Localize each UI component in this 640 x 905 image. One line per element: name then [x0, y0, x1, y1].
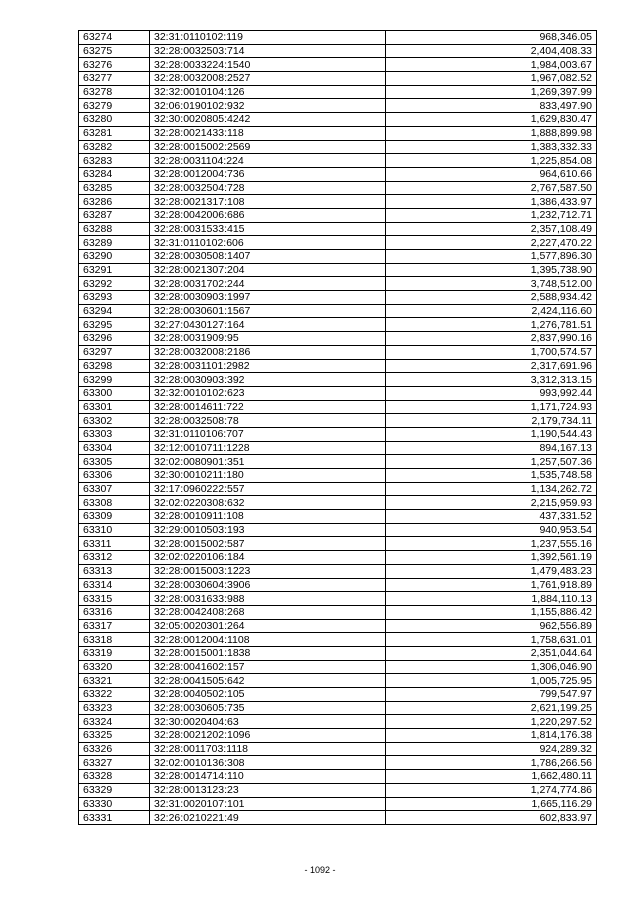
table-row — [79, 605, 597, 619]
table-row — [79, 304, 597, 318]
table-row — [79, 797, 597, 811]
value-cell: 1,392,561.19 — [386, 551, 597, 565]
value-cell: 2,767,587.50 — [386, 181, 597, 195]
value-cell: 1,220,297.52 — [386, 715, 597, 729]
value-cell: 2,837,990.16 — [386, 332, 597, 346]
table-row — [79, 359, 597, 373]
value-cell: 602,833.97 — [386, 811, 597, 825]
value-cell: 1,758,631.01 — [386, 633, 597, 647]
cadastral-number-cell: 32:28:0015001:1838 — [150, 646, 386, 660]
value-cell: 1,005,725.95 — [386, 674, 597, 688]
cadastral-number-cell: 32:28:0011703:1118 — [150, 742, 386, 756]
row-number-cell: 63329 — [79, 783, 150, 797]
row-number-cell: 63315 — [79, 592, 150, 606]
value-cell: 1,479,483.23 — [386, 564, 597, 578]
table-row — [79, 688, 597, 702]
table-row — [79, 729, 597, 743]
cadastral-number-cell: 32:28:0041602:157 — [150, 660, 386, 674]
row-number-cell: 63301 — [79, 400, 150, 414]
cadastral-number-cell: 32:02:0010136:308 — [150, 756, 386, 770]
value-cell: 1,274,774.86 — [386, 783, 597, 797]
value-cell: 1,395,738.90 — [386, 263, 597, 277]
cadastral-number-cell: 32:28:0030601:1567 — [150, 304, 386, 318]
row-number-cell: 63328 — [79, 770, 150, 784]
cadastral-number-cell: 32:28:0030903:1997 — [150, 291, 386, 305]
row-number-cell: 63293 — [79, 291, 150, 305]
row-number-cell: 63281 — [79, 126, 150, 140]
cadastral-number-cell: 32:28:0032503:714 — [150, 44, 386, 58]
table-row — [79, 291, 597, 305]
cadastral-number-cell: 32:28:0021317:108 — [150, 195, 386, 209]
cadastral-number-cell: 32:02:0080901:351 — [150, 455, 386, 469]
cadastral-number-cell: 32:28:0030605:735 — [150, 701, 386, 715]
cadastral-number-cell: 32:28:0041505:642 — [150, 674, 386, 688]
value-cell: 940,953.54 — [386, 523, 597, 537]
cadastral-number-cell: 32:28:0014611:722 — [150, 400, 386, 414]
table-row — [79, 660, 597, 674]
cadastral-number-cell: 32:02:0220106:184 — [150, 551, 386, 565]
row-number-cell: 63280 — [79, 113, 150, 127]
cadastral-number-cell: 32:28:0021307:204 — [150, 263, 386, 277]
row-number-cell: 63321 — [79, 674, 150, 688]
value-cell: 833,497.90 — [386, 99, 597, 113]
value-cell: 3,748,512.00 — [386, 277, 597, 291]
cadastral-number-cell: 32:17:0960222:557 — [150, 482, 386, 496]
value-cell: 799,547.97 — [386, 688, 597, 702]
value-cell: 1,386,433.97 — [386, 195, 597, 209]
table-row — [79, 85, 597, 99]
cadastral-number-cell: 32:05:0020301:264 — [150, 619, 386, 633]
cadastral-number-cell: 32:28:0015003:1223 — [150, 564, 386, 578]
cadastral-number-cell: 32:30:0020404:63 — [150, 715, 386, 729]
row-number-cell: 63316 — [79, 605, 150, 619]
cadastral-number-cell: 32:28:0014714:110 — [150, 770, 386, 784]
table-row — [79, 564, 597, 578]
value-cell: 1,190,544.43 — [386, 427, 597, 441]
cadastral-number-cell: 32:28:0032008:2186 — [150, 345, 386, 359]
value-cell: 1,577,896.30 — [386, 250, 597, 264]
value-cell: 993,992.44 — [386, 386, 597, 400]
value-cell: 2,317,691.96 — [386, 359, 597, 373]
cadastral-number-cell: 32:28:0032504:728 — [150, 181, 386, 195]
cadastral-number-cell: 32:28:0031104:224 — [150, 154, 386, 168]
value-cell: 1,383,332.33 — [386, 140, 597, 154]
row-number-cell: 63298 — [79, 359, 150, 373]
table-row — [79, 113, 597, 127]
table-row — [79, 345, 597, 359]
cadastral-number-cell: 32:06:0190102:932 — [150, 99, 386, 113]
value-cell: 2,424,116.60 — [386, 304, 597, 318]
table-row — [79, 332, 597, 346]
row-number-cell: 63274 — [79, 31, 150, 45]
row-number-cell: 63300 — [79, 386, 150, 400]
table-row — [79, 400, 597, 414]
value-cell: 437,331.52 — [386, 510, 597, 524]
value-cell: 1,761,918.89 — [386, 578, 597, 592]
cadastral-number-cell: 32:27:0430127:164 — [150, 318, 386, 332]
row-number-cell: 63331 — [79, 811, 150, 825]
table-row — [79, 386, 597, 400]
value-cell: 1,225,854.08 — [386, 154, 597, 168]
row-number-cell: 63290 — [79, 250, 150, 264]
value-cell: 1,276,781.51 — [386, 318, 597, 332]
row-number-cell: 63327 — [79, 756, 150, 770]
row-number-cell: 63324 — [79, 715, 150, 729]
value-cell: 1,888,899.98 — [386, 126, 597, 140]
table-row — [79, 811, 597, 825]
cadastral-number-cell: 32:28:0031533:415 — [150, 222, 386, 236]
cadastral-number-cell: 32:28:0010911:108 — [150, 510, 386, 524]
table-row — [79, 633, 597, 647]
row-number-cell: 63275 — [79, 44, 150, 58]
row-number-cell: 63304 — [79, 441, 150, 455]
table-body — [79, 31, 597, 825]
row-number-cell: 63305 — [79, 455, 150, 469]
value-cell: 2,357,108.49 — [386, 222, 597, 236]
cadastral-number-cell: 32:28:0012004:736 — [150, 167, 386, 181]
table-row — [79, 222, 597, 236]
value-cell: 1,665,116.29 — [386, 797, 597, 811]
cadastral-number-cell: 32:26:0210221:49 — [150, 811, 386, 825]
value-cell: 1,984,003.67 — [386, 58, 597, 72]
row-number-cell: 63295 — [79, 318, 150, 332]
cadastral-number-cell: 32:32:0010104:126 — [150, 85, 386, 99]
table-row — [79, 373, 597, 387]
table-row — [79, 72, 597, 86]
value-cell: 2,179,734.11 — [386, 414, 597, 428]
cadastral-number-cell: 32:28:0042006:686 — [150, 208, 386, 222]
table-row — [79, 167, 597, 181]
table-row — [79, 646, 597, 660]
row-number-cell: 63287 — [79, 208, 150, 222]
cadastral-number-cell: 32:28:0030903:392 — [150, 373, 386, 387]
table-row — [79, 154, 597, 168]
table-row — [79, 701, 597, 715]
value-cell: 1,155,886.42 — [386, 605, 597, 619]
row-number-cell: 63313 — [79, 564, 150, 578]
row-number-cell: 63322 — [79, 688, 150, 702]
row-number-cell: 63285 — [79, 181, 150, 195]
cadastral-number-cell: 32:28:0030508:1407 — [150, 250, 386, 264]
cadastral-number-cell: 32:28:0031633:988 — [150, 592, 386, 606]
value-cell: 1,662,480.11 — [386, 770, 597, 784]
table-row — [79, 250, 597, 264]
table-row — [79, 551, 597, 565]
table-row — [79, 742, 597, 756]
value-cell: 1,232,712.71 — [386, 208, 597, 222]
row-number-cell: 63299 — [79, 373, 150, 387]
table-row — [79, 58, 597, 72]
table-row — [79, 482, 597, 496]
cadastral-number-cell: 32:28:0031909:95 — [150, 332, 386, 346]
cadastral-number-cell: 32:28:0021202:1096 — [150, 729, 386, 743]
table-row — [79, 414, 597, 428]
row-number-cell: 63289 — [79, 236, 150, 250]
cadastral-number-cell: 32:02:0220308:632 — [150, 496, 386, 510]
value-cell: 2,621,199.25 — [386, 701, 597, 715]
table-row — [79, 181, 597, 195]
value-cell: 2,588,934.42 — [386, 291, 597, 305]
cadastral-number-cell: 32:28:0032008:2527 — [150, 72, 386, 86]
cadastral-number-cell: 32:31:0020107:101 — [150, 797, 386, 811]
value-cell: 1,237,555.16 — [386, 537, 597, 551]
value-cell: 1,629,830.47 — [386, 113, 597, 127]
cadastral-number-cell: 32:30:0020805:4242 — [150, 113, 386, 127]
value-cell: 1,967,082.52 — [386, 72, 597, 86]
table-row — [79, 126, 597, 140]
cadastral-number-cell: 32:32:0010102:623 — [150, 386, 386, 400]
table-row — [79, 236, 597, 250]
table-row — [79, 537, 597, 551]
table-row — [79, 277, 597, 291]
table-row — [79, 140, 597, 154]
value-cell: 1,786,266.56 — [386, 756, 597, 770]
table-row — [79, 318, 597, 332]
row-number-cell: 63323 — [79, 701, 150, 715]
row-number-cell: 63307 — [79, 482, 150, 496]
table-row — [79, 715, 597, 729]
cadastral-number-cell: 32:28:0031101:2982 — [150, 359, 386, 373]
cadastral-number-cell: 32:31:0110102:606 — [150, 236, 386, 250]
table-row — [79, 44, 597, 58]
table-row — [79, 592, 597, 606]
row-number-cell: 63309 — [79, 510, 150, 524]
row-number-cell: 63276 — [79, 58, 150, 72]
value-cell: 1,814,176.38 — [386, 729, 597, 743]
table-row — [79, 31, 597, 45]
value-cell: 962,556.89 — [386, 619, 597, 633]
table-row — [79, 496, 597, 510]
value-cell: 1,269,397.99 — [386, 85, 597, 99]
data-table — [78, 30, 597, 825]
row-number-cell: 63283 — [79, 154, 150, 168]
cadastral-number-cell: 32:28:0040502:105 — [150, 688, 386, 702]
table-row — [79, 619, 597, 633]
row-number-cell: 63288 — [79, 222, 150, 236]
cadastral-number-cell: 32:28:0012004:1108 — [150, 633, 386, 647]
value-cell: 1,306,046.90 — [386, 660, 597, 674]
row-number-cell: 63277 — [79, 72, 150, 86]
cadastral-number-cell: 32:28:0015002:587 — [150, 537, 386, 551]
table-row — [79, 263, 597, 277]
cadastral-number-cell: 32:31:0110102:119 — [150, 31, 386, 45]
value-cell: 894,167.13 — [386, 441, 597, 455]
value-cell: 3,312,313.15 — [386, 373, 597, 387]
value-cell: 1,134,262.72 — [386, 482, 597, 496]
row-number-cell: 63306 — [79, 469, 150, 483]
value-cell: 1,700,574.57 — [386, 345, 597, 359]
value-cell: 2,215,959.93 — [386, 496, 597, 510]
row-number-cell: 63325 — [79, 729, 150, 743]
row-number-cell: 63326 — [79, 742, 150, 756]
table-row — [79, 195, 597, 209]
cadastral-number-cell: 32:29:0010503:193 — [150, 523, 386, 537]
cadastral-number-cell: 32:28:0030604:3906 — [150, 578, 386, 592]
row-number-cell: 63292 — [79, 277, 150, 291]
row-number-cell: 63317 — [79, 619, 150, 633]
row-number-cell: 63302 — [79, 414, 150, 428]
row-number-cell: 63279 — [79, 99, 150, 113]
page-number: - 1092 - — [304, 865, 336, 875]
cadastral-number-cell: 32:28:0013123:23 — [150, 783, 386, 797]
table-row — [79, 208, 597, 222]
table-row — [79, 469, 597, 483]
value-cell: 924,289.32 — [386, 742, 597, 756]
value-cell: 1,171,724.93 — [386, 400, 597, 414]
row-number-cell: 63284 — [79, 167, 150, 181]
value-cell: 2,351,044.64 — [386, 646, 597, 660]
row-number-cell: 63297 — [79, 345, 150, 359]
row-number-cell: 63303 — [79, 427, 150, 441]
table-row — [79, 756, 597, 770]
cadastral-number-cell: 32:28:0015002:2569 — [150, 140, 386, 154]
value-cell: 2,227,470.22 — [386, 236, 597, 250]
table-row — [79, 578, 597, 592]
row-number-cell: 63296 — [79, 332, 150, 346]
cadastral-number-cell: 32:28:0033224:1540 — [150, 58, 386, 72]
table-row — [79, 674, 597, 688]
value-cell: 964,610.66 — [386, 167, 597, 181]
row-number-cell: 63319 — [79, 646, 150, 660]
value-cell: 1,884,110.13 — [386, 592, 597, 606]
row-number-cell: 63286 — [79, 195, 150, 209]
table-row — [79, 455, 597, 469]
row-number-cell: 63320 — [79, 660, 150, 674]
cadastral-number-cell: 32:28:0021433:118 — [150, 126, 386, 140]
table-row — [79, 510, 597, 524]
row-number-cell: 63318 — [79, 633, 150, 647]
cadastral-number-cell: 32:31:0110106:707 — [150, 427, 386, 441]
row-number-cell: 63330 — [79, 797, 150, 811]
table-row — [79, 441, 597, 455]
value-cell: 968,346.05 — [386, 31, 597, 45]
row-number-cell: 63312 — [79, 551, 150, 565]
row-number-cell: 63282 — [79, 140, 150, 154]
cadastral-number-cell: 32:12:0010711:1228 — [150, 441, 386, 455]
value-cell: 2,404,408.33 — [386, 44, 597, 58]
table-row — [79, 523, 597, 537]
row-number-cell: 63310 — [79, 523, 150, 537]
value-cell: 1,257,507.36 — [386, 455, 597, 469]
value-cell: 1,535,748.58 — [386, 469, 597, 483]
cadastral-number-cell: 32:28:0032508:78 — [150, 414, 386, 428]
row-number-cell: 63291 — [79, 263, 150, 277]
row-number-cell: 63294 — [79, 304, 150, 318]
cadastral-number-cell: 32:28:0031702:244 — [150, 277, 386, 291]
table-row — [79, 427, 597, 441]
table-row — [79, 783, 597, 797]
row-number-cell: 63314 — [79, 578, 150, 592]
row-number-cell: 63278 — [79, 85, 150, 99]
cadastral-number-cell: 32:28:0042408:268 — [150, 605, 386, 619]
cadastral-number-cell: 32:30:0010211:180 — [150, 469, 386, 483]
row-number-cell: 63311 — [79, 537, 150, 551]
table-row — [79, 99, 597, 113]
table-row — [79, 770, 597, 784]
row-number-cell: 63308 — [79, 496, 150, 510]
